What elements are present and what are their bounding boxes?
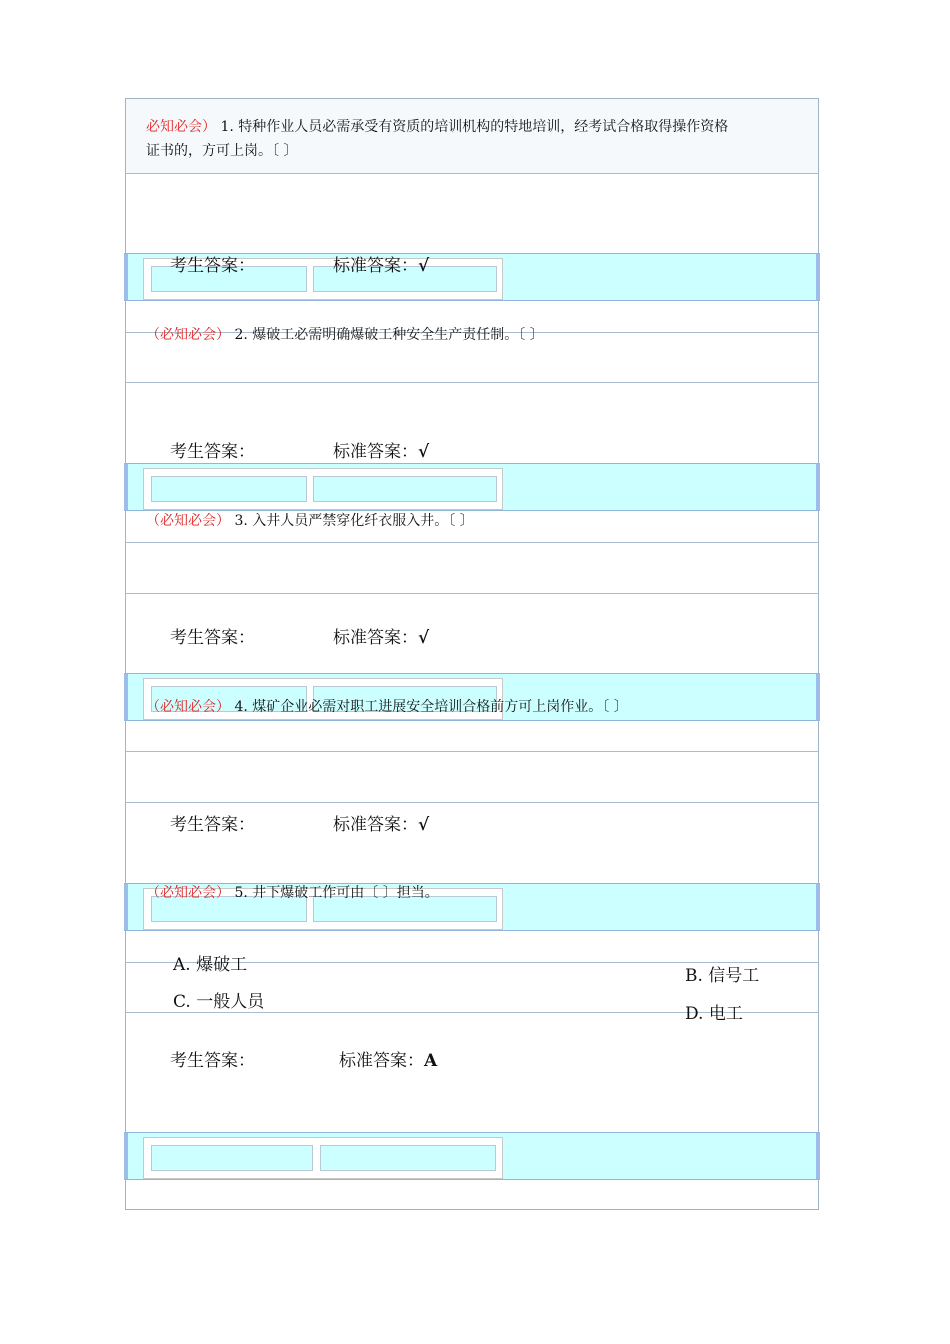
standard-answer-value: √ (418, 815, 430, 835)
question-5 (146, 881, 439, 905)
examinee-answer-label: 考生答案： (170, 815, 255, 835)
standard-answer-label: 标准答案： (333, 442, 418, 462)
standard-answer-box[interactable] (320, 1145, 496, 1171)
question-number: 2. (234, 327, 248, 343)
standard-answer-box[interactable] (313, 476, 497, 502)
standard-answer-value: √ (418, 442, 430, 462)
question-4 (146, 695, 628, 719)
examinee-answer-box[interactable] (151, 476, 307, 502)
standard-answer (333, 437, 429, 462)
question-tag: （必知必会） (146, 327, 230, 343)
question-tag: （必知必会） (146, 885, 230, 901)
standard-answer-label: 标准答案： (333, 815, 418, 835)
question-1-line2: 证书的，方可上岗。〔 〕 (146, 143, 298, 159)
question-number: 4. (234, 699, 248, 715)
question-text: 煤矿企业必需对职工进展安全培训合格前方可上岗作业。〔 〕 (252, 699, 628, 715)
option-a[interactable]: A. 爆破工 (173, 955, 248, 975)
question-1-line1 (146, 115, 728, 139)
standard-answer-label: 标准答案： (339, 1051, 424, 1071)
question-tag: （必知必会） (146, 513, 230, 529)
standard-answer (339, 1046, 437, 1071)
question-text: 特种作业人员必需承受有资质的培训机构的特地培训，经考试合格取得操作资格 (238, 119, 729, 135)
question-text: 爆破工必需明确爆破工种安全生产责任制。〔 〕 (252, 327, 544, 343)
examinee-answer-label: 考生答案： (170, 1051, 255, 1071)
standard-answer-value: √ (418, 256, 430, 276)
row-divider (125, 382, 819, 383)
examinee-answer-label: 考生答案： (170, 628, 255, 648)
question-text: 井下爆破工作可由〔 〕担当。 (252, 885, 439, 901)
question-number: 5. (234, 885, 248, 901)
question-text: 入井人员严禁穿化纤衣服入井。〔 〕 (252, 513, 474, 529)
row-divider (125, 802, 819, 803)
question-tag: 必知必会） (146, 119, 216, 135)
examinee-answer-box[interactable] (151, 1145, 313, 1171)
option-b[interactable]: B. 信号工 (685, 966, 760, 986)
examinee-answer-label: 考生答案： (170, 256, 255, 276)
examinee-answer-label: 考生答案： (170, 442, 255, 462)
standard-answer-label: 标准答案： (333, 628, 418, 648)
option-d[interactable]: D. 电工 (685, 1004, 743, 1024)
standard-answer-label: 标准答案： (333, 256, 418, 276)
standard-answer (333, 810, 429, 835)
row-divider (125, 542, 819, 543)
standard-answer (333, 251, 429, 276)
option-c[interactable]: C. 一般人员 (173, 992, 265, 1012)
row-divider (125, 593, 819, 594)
standard-answer (333, 623, 429, 648)
standard-answer-value: √ (418, 628, 430, 648)
standard-answer-value: A (424, 1051, 438, 1071)
question-tag: （必知必会） (146, 699, 230, 715)
question-number: 3. (234, 513, 248, 529)
row-divider (125, 173, 819, 174)
question-number: 1. (220, 119, 234, 135)
row-divider (125, 751, 819, 752)
question-3 (146, 509, 474, 533)
question-2 (146, 323, 544, 347)
